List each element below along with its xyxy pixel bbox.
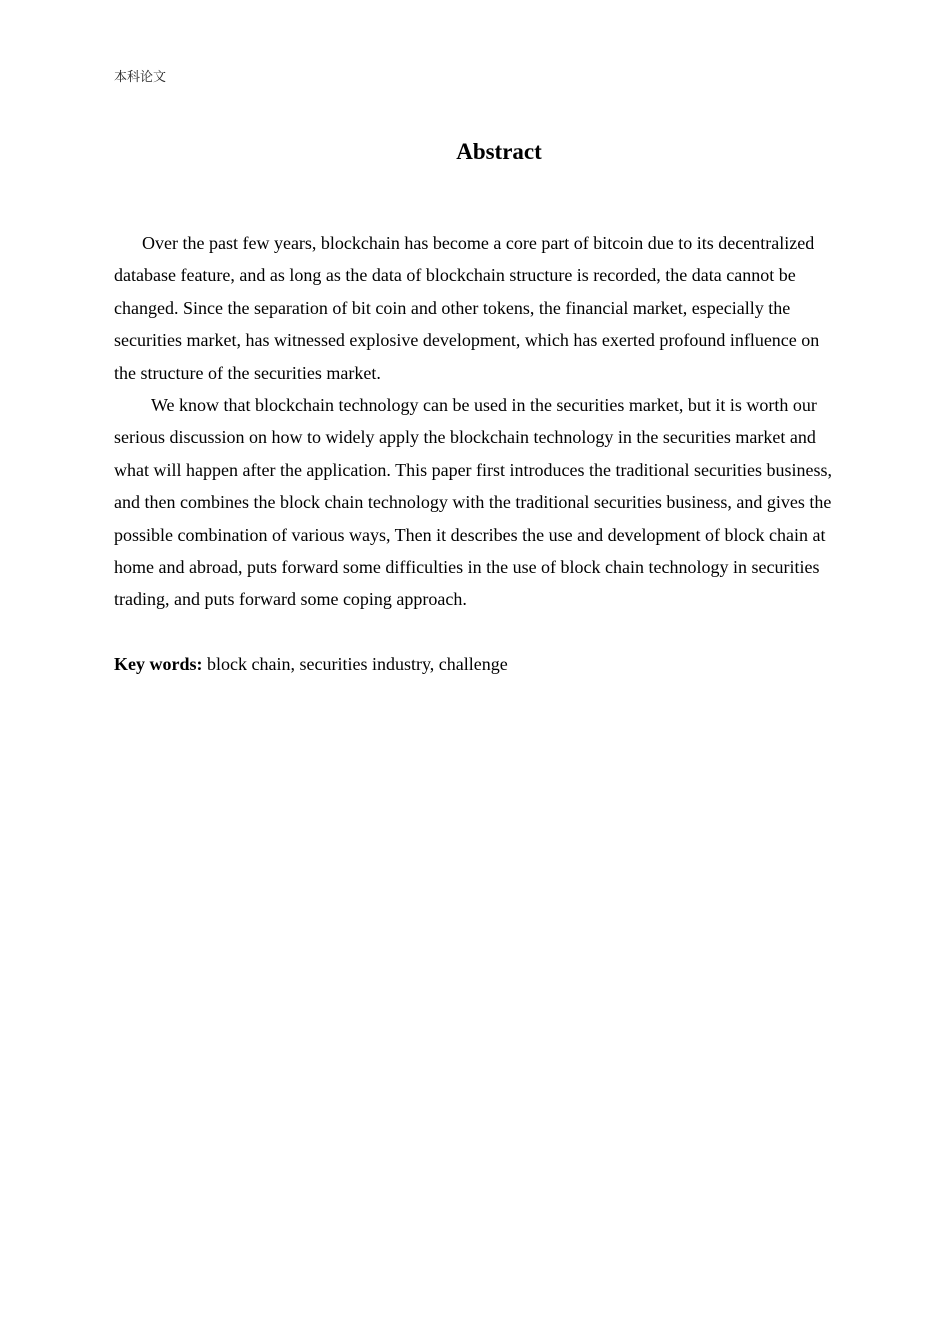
- keywords-label: Key words:: [114, 654, 203, 674]
- abstract-body: [114, 227, 836, 616]
- keywords-value: block chain, securities industry, challenge: [202, 654, 508, 674]
- abstract-paragraph-2: We know that blockchain technology can be used in the securities market, but it is worth our serious discussion on how to widely apply the blockchain technology in the securities market and what will happen after the application. This paper first introduces the traditional securities business, and then combines the block chain technology with the traditional securities business, and gives the possible combination of various ways, Then it describes the use and development of block chain at home and abroad, puts forward some difficulties in the use of block chain technology in securities trading, and puts forward some coping approach.: [114, 395, 832, 610]
- abstract-paragraph-1: Over the past few years, blockchain has become a core part of bitcoin due to its decentralized database feature, and as long as the data of blockchain structure is recorded, the data cannot be changed. Since the separation of bit coin and other tokens, the financial market, especially the securities market, has witnessed explosive development, which has exerted profound influence on the structure of the securities market.: [114, 233, 820, 383]
- abstract-title: Abstract: [456, 139, 542, 164]
- keywords-line: [114, 648, 836, 680]
- running-header: 本科论文: [114, 70, 167, 85]
